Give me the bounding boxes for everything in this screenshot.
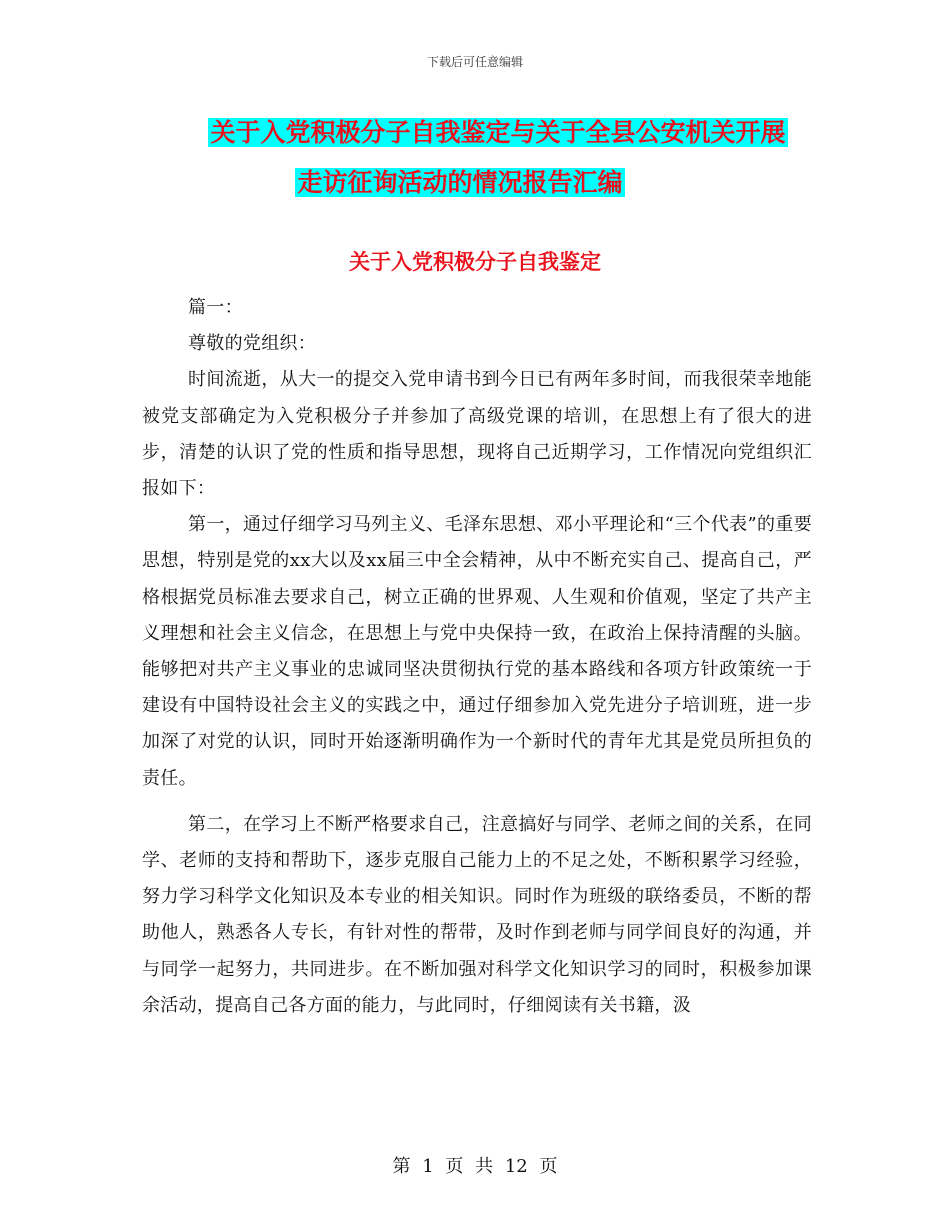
document-title-line-2: 走访征询活动的情况报告汇编 — [297, 168, 623, 197]
paragraph: 时间流逝，从大一的提交入党申请书到今日已有两年多时间，而我很荣幸地能被党支部确定为入党积极分子并参加了高级党课的培训，在思想上有了很大的进步，清楚的认识了党的性质和指导思想，现将自己近期学习，工作情况向党组织汇报如下： — [142, 369, 812, 500]
page-footer: 第 1 页 共 12 页 — [392, 1156, 558, 1177]
header-note: 下载后可任意编辑 — [426, 55, 523, 69]
paragraph: 篇一： — [188, 297, 243, 318]
paragraph: 第二，在学习上不断严格要求自己，注意搞好与同学、老师之间的关系，在同学、老师的支持和帮助下，逐步克服自己能力上的不足之处，不断积累学习经验，努力学习科学文化知识及本专业的相关知识。同时作为班级的联络委员，不断的帮助他人，熟悉各人专长，有针对性的帮带，及时作到老师与同学间良好的沟通，并与同学一起努力，共同进步。在不断加强对科学文化知识学习的同时，积极参加课余活动，提高自己各方面的能力，与此同时，仔细阅读有关书籍，汲 — [142, 813, 812, 1016]
body-text — [142, 290, 812, 1024]
document-title-line-1: 关于入党积极分子自我鉴定与关于全县公安机关开展 — [210, 118, 786, 147]
document-title — [0, 108, 950, 208]
paragraph: 尊敬的党组织： — [188, 333, 317, 355]
paragraph: 第一，通过仔细学习马列主义、毛泽东思想、邓小平理论和“三个代表”的重要思想，特别是党的xx大以及xx届三中全会精神，从中不断充实自己、提高自己，严格根据党员标准去要求自己，树立正确的世界观、人生观和价值观，坚定了共产主义理想和社会主义信念，在思想上与党中央保持一致，在政治上保持清醒的头脑。能够把对共产主义事业的忠诚同坚决贯彻执行党的基本路线和各项方针政策统一于建设有中国特设社会主义的实践之中，通过仔细参加入党先进分子培训班，进一步加深了对党的认识，同时开始逐渐明确作为一个新时代的青年尤其是党员所担负的责任。 — [142, 514, 812, 789]
section-title: 关于入党积极分子自我鉴定 — [349, 250, 601, 274]
